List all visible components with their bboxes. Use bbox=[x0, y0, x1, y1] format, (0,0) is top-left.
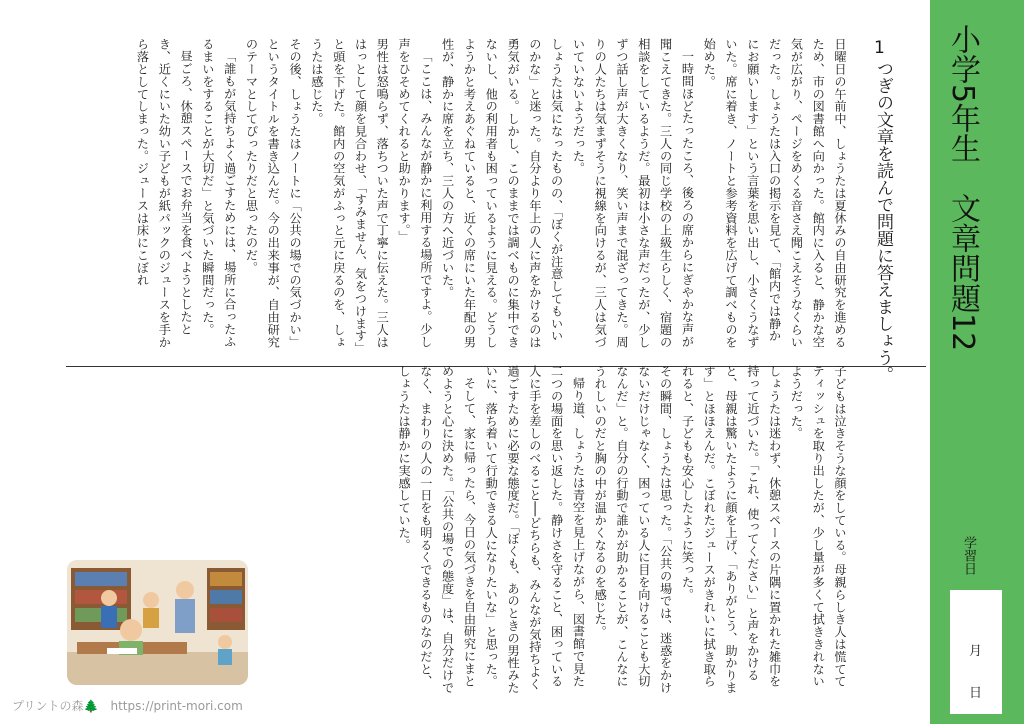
passage-top bbox=[66, 38, 850, 350]
day-label: 日 bbox=[969, 686, 983, 701]
paragraph: 昼ごろ、休憩スペースでお弁当を食べようとしたとき、近くにいた幼い子どもが紙パックのジュースを手から落としてしまった。ジュースは床にこぼれ bbox=[135, 38, 194, 348]
site-url[interactable]: https://print-mori.com bbox=[110, 699, 243, 713]
worksheet-title: 小学5年生 文章問題12 bbox=[945, 24, 980, 352]
paragraph: 日曜日の午前中、しょうたは夏休みの自由研究を進めるため、市の図書館へ向かった。館内に入ると、静かな空気が広がり、ページをめくる音さえ聞こえそうなくらいだった。しょうたは入口の掲示を見て、「館内では静かにお願いします」という言葉を思い出し、小さくうなずいた。席に着き、ノートと参考資料を広げて調べものを始めた。 bbox=[702, 38, 847, 348]
study-date-label: 学習日 bbox=[961, 536, 976, 575]
paragraph: 一時間ほどたったころ、後ろの席からにぎやかな声が聞こえてきた。三人の同じ学校の上級生らしく、宿題の相談をしているようだ。最初は小さな声だったが、少しずつ話し声が大きくなり、笑い声まで混ざってきた。周りの人たちは気まずそうに視線を向けるが、三人は気づいていないようだった。 bbox=[571, 38, 695, 348]
tree-icon: 🌲 bbox=[83, 699, 99, 713]
paragraph: 「誰もが気持ちよく過ごすためには、場所に合ったふるまいをすることが大切だ」と気づいた瞬間だった。 bbox=[200, 38, 237, 348]
question-instruction: つぎの文章を読んで問題に答えましょう。 bbox=[873, 60, 893, 383]
month-label: 月 bbox=[969, 644, 983, 659]
question-number: 1 bbox=[874, 38, 885, 58]
paragraph: その瞬間、しょうたは思った。「公共の場では、迷惑をかけないだけじゃなく、困っている人に目を向けることも大切なんだ」と。自分の行動で誰かが助かることが、こんなにうれしいのだと胸の中が温かくなるのを感じた。 bbox=[593, 365, 673, 694]
footer bbox=[12, 697, 243, 714]
passage-bottom bbox=[278, 365, 850, 695]
paragraph: そして、家に帰ったら、今日の気づきを自由研究にまとめようと心に決めた。「公共の場での態度」は、自分だけでなく、まわりの人の一日をも明るくできるものなのだと、しょうたは静かに実感していた。 bbox=[397, 365, 477, 694]
paragraph: その後、しょうたはノートに「公共の場での気づかい」というタイトルを書き込んだ。今の出来事が、自由研究のテーマとしてぴったりだと思ったのだ。 bbox=[244, 38, 303, 348]
paragraph: 帰り道、しょうたは青空を見上げながら、図書館で見た二つの場面を思い返した。静けさを守ること、困っている人に手を差しのべること──どちらも、みんなが気持ちよく過ごすために必要な態度だ。「ぼくも、あのときの男性みたいに、落ち着いて行動できる人になりたいな」と思った。 bbox=[484, 365, 586, 694]
paragraph: しょうたは迷わず、休憩スペースの片隅に置かれた雑巾を持って近づいた。「これ、使ってください」と声をかけると、母親は驚いたように顔を上げ、「ありがとう、助かります」とほほえんだ。こぼれたジュースがきれいに拭き取られると、子どもも安心したように笑った。 bbox=[680, 365, 782, 694]
paragraph: しょうたは気になったものの、「ぼくが注意してもいいのかな」と迷った。自分より年上の人に声をかけるのは勇気がいる。しかし、このままでは調べものに集中できないし、他の利用者も困っているように見える。どうしようかと考えあぐねていると、近くの席にいた年配の男性が、静かに席を立ち、三人の方へ近づいた。 bbox=[440, 38, 564, 348]
paragraph: 男性は怒鳴らず、落ちついた声で丁寧に伝えた。三人ははっとして顔を見合わせ、「すみません、気をつけます」と頭を下げた。館内の空気がふっと元に戻るのを、しょうたは感じた。 bbox=[309, 38, 390, 349]
brand-name: プリントの森 bbox=[12, 699, 84, 713]
paragraph: 「ここは、みんなが静かに利用する場所ですよ。少し声をひそめてくれると助かります。」 bbox=[397, 38, 433, 348]
paragraph: 子どもは泣きそうな顔をしている。母親らしき人は慌ててティッシュを取り出したが、少し量が多くて拭ききれないようだった。 bbox=[789, 365, 847, 688]
library-illustration bbox=[67, 560, 248, 685]
